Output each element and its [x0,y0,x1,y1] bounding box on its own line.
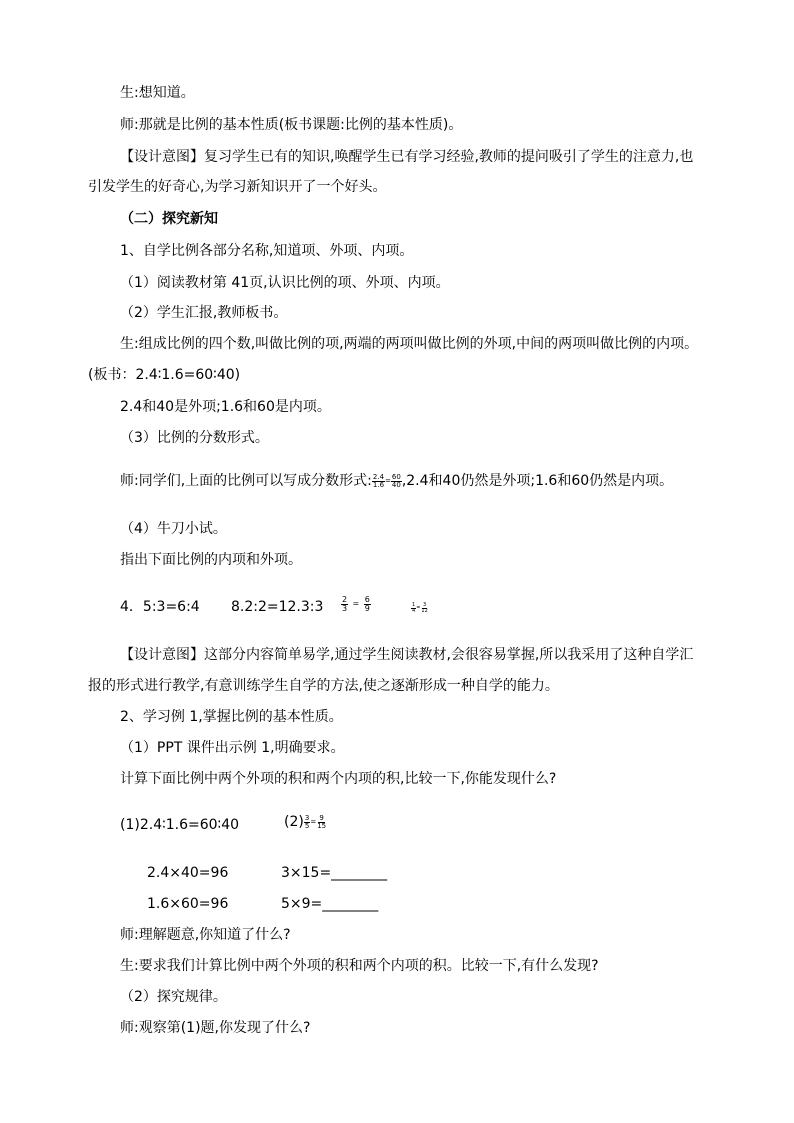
para-item-2-1: （1）PPT 课件出示例 1,明确要求。 [120,740,345,756]
para-item-1-1: （1）阅读教材第 41页,认识比例的项、外项、内项。 [120,275,450,291]
para-fraction-form: 师:同学们,上面的比例可以写成分数形式: $\frac{2.4}{1.6}$ = $\frac{60}{40}$ ,2.4和40仍然是外项;1.6和60仍然是内项。 [120,472,674,489]
calc-outer-product: 2.4×40=96 [147,865,229,881]
para-terms-explained: 2.4和40是外项;1.6和60是内项。 [120,399,331,415]
para-student-answer: 生:要求我们计算比例中两个外项的积和两个内项的积。比较一下,有什么发现? [120,958,599,974]
para-item-2-2: （2）探究规律。 [120,989,227,1005]
para-task-statement: 计算下面比例中两个外项的积和两个内项的积,比较一下,你能发现什么? [120,771,557,787]
exercise-proportion-1: 4．5:3=6:4 [120,599,200,615]
para-exercise-prompt: 指出下面比例的内项和外项。 [120,552,302,568]
para-design-intent-1b: 引发学生的好奇心,为学习新知识开了一个好头。 [88,179,387,195]
fraction-form-tail: ,2.4和40仍然是外项;1.6和60仍然是内项。 [401,473,674,489]
para-design-intent-1a: 【设计意图】复习学生已有的知识,唤醒学生已有学习经验,教师的提问吸引了学生的注意力,也 [120,149,694,165]
example-proportion-1: (1)2.4∶1.6=60∶40 [120,817,240,833]
calc-blank-outer: 3×15=________ [281,865,388,881]
fraction-left: $\frac{2.4}{1.6}$ [372,472,385,489]
exercise-proportion-4: $\frac{1}{4}$ = $\frac{3}{12}$ [412,601,428,614]
para-item-1-4: （4）牛刀小试。 [120,521,227,537]
para-student-reply: 生:想知道。 [120,85,195,101]
para-item-2: 2、学习例 1,掌握比例的基本性质。 [120,709,343,725]
fraction-form-lead: 师:同学们,上面的比例可以写成分数形式: [120,473,372,489]
exercise-proportion-3: $\frac{2}{3}$ = $\frac{6}{9}$ [342,594,370,613]
para-item-1: 1、自学比例各部分名称,知道项、外项、内项。 [120,243,414,259]
para-student-definition: 生:组成比例的四个数,叫做比例的项,两端的两项叫做比例的外项,中间的两项叫做比例的内项。 [120,336,699,352]
para-board-note: (板书：2.4∶1.6=60∶40) [88,367,241,383]
para-teacher-observe: 师:观察第(1)题,你发现了什么? [120,1020,311,1036]
para-design-intent-2a: 【设计意图】这部分内容简单易学,通过学生阅读教材,会很容易掌握,所以我采用了这种自学汇 [120,647,694,663]
calc-inner-product: 1.6×60=96 [147,896,229,912]
example-proportion-2: (2) $\frac{3}{5}$ = $\frac{9}{15}$ [284,813,327,830]
para-item-1-2: （2）学生汇报,教师板书。 [120,305,288,321]
para-item-1-3: （3）比例的分数形式。 [120,430,269,446]
section-heading-explore: （二）探究新知 [120,211,218,227]
calc-blank-inner: 5×9=________ [281,896,379,912]
para-design-intent-2b: 报的形式进行教学,有意训练学生自学的方法,使之逐渐形成一种自学的能力。 [88,678,559,694]
exercise-proportion-2: 8.2:2=12.3:3 [231,599,324,615]
fraction-right: $\frac{60}{40}$ [391,472,401,489]
para-teacher-topic: 师:那就是比例的基本性质(板书课题:比例的基本性质)。 [120,117,463,133]
para-teacher-question: 师:理解题意,你知道了什么? [120,927,291,943]
